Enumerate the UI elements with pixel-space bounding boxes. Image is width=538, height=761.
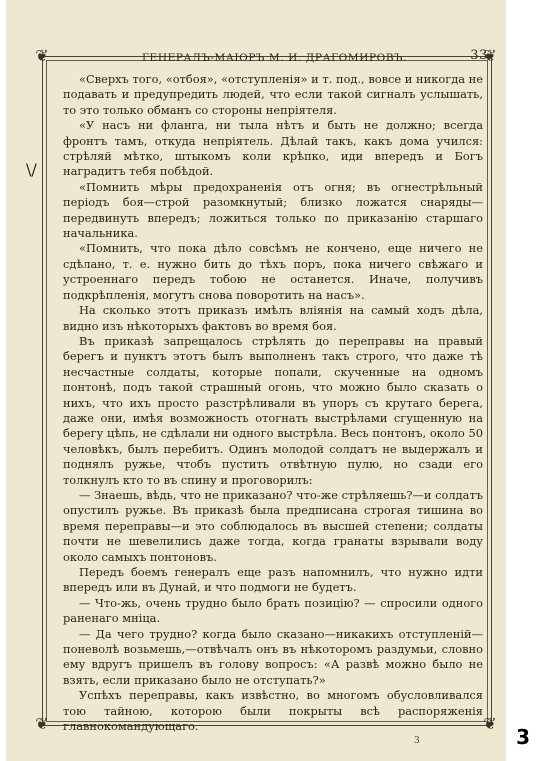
running-header bbox=[42, 46, 490, 66]
paragraph: — Да чего трудно? когда было сказано—никакихъ отступленій—поневолѣ возьмешь,—отвѣчалъ онъ въ нѣкоторомъ раздумьи, словно ему вдругъ пришелъ въ голову вопросъ: «А развѣ можно было не взять, если приказано было не отступать?» bbox=[63, 626, 483, 687]
corner-ornament-icon: ❦ bbox=[483, 46, 497, 65]
corner-number: 3 bbox=[516, 725, 530, 749]
margin-checkmark-icon: \/ bbox=[26, 160, 37, 179]
signature-mark: 3 bbox=[414, 736, 420, 746]
paragraph: «У насъ ни фланга, ни тыла нѣтъ и быть не должно; всегда фронтъ тамъ, откуда непріятель. Дѣлай такъ, какъ дома учился: стрѣляй мѣтко, штыкомъ коли крѣпко, иди впередъ и Богъ наградитъ тебя побѣдой. bbox=[63, 118, 483, 179]
header-title: ГЕНЕРАЛЪ-МАІОРЪ М. И. ДРАГОМИРОВЪ. bbox=[142, 52, 408, 64]
page-number: 33 bbox=[470, 48, 488, 63]
paragraph: «Помнить, что пока дѣло совсѣмъ не кончено, еще ничего не сдѣлано, т. е. нужно бить до тѣхъ поръ, пока ничего свѣжаго и устроеннаго передъ тобою не останется. Иначе, получивъ подкрѣпленія, могутъ снова поворотить на насъ». bbox=[63, 241, 483, 302]
paragraph: На сколько этотъ приказъ имѣлъ вліянія на самый ходъ дѣла, видно изъ нѣкоторыхъ фактовъ во время боя. bbox=[63, 303, 483, 333]
paragraph: — Что-жь, очень трудно было брать позицію? — спросили одного раненаго мніца. bbox=[63, 595, 483, 626]
paragraph: Успѣхъ переправы, какъ извѣстно, во многомъ обусловливался тою тайною, которою были покрыты всѣ распоряженія главнокомандующаго. bbox=[63, 688, 483, 734]
book-page bbox=[6, 0, 506, 761]
paragraph: — Знаешь, вѣдь, что не приказано? что-же стрѣляешь?—и солдатъ опустилъ ружье. Въ приказѣ была предписана строгая тишина во время переправы—и это соблюдалось въ высшей степени; солдаты почти не шевелились даже тогда, когда гранаты взрывали воду около самыхъ понтоновъ. bbox=[63, 487, 483, 564]
paragraph: «Сверхъ того, «отбоя», «отступленія» и т. под., вовсе и никогда не подавать и предупредить людей, что если такой сигналъ услышать, то это только обманъ со стороны непріятеля. bbox=[63, 72, 483, 117]
corner-ornament-icon: ❦ bbox=[35, 714, 49, 733]
corner-ornament-icon: ❦ bbox=[483, 714, 497, 733]
corner-ornament-icon: ❦ bbox=[35, 46, 49, 65]
paragraph: «Помнить мѣры предохраненія отъ огня; въ огнестрѣльный періодъ боя—строй разомкнутый; близко ложатся снаряды—передвинуть впередъ; ложиться только по приказанію старшаго начальника. bbox=[63, 179, 483, 241]
paragraph: Передъ боемъ генералъ еще разъ напомнилъ, что нужно идти впередъ или въ Дунай, и что подмоги не будетъ. bbox=[63, 565, 483, 595]
paragraph: Въ приказѣ запрещалось стрѣлять до переправы на правый берегъ и пунктъ этотъ былъ выполненъ такъ строго, что даже тѣ несчастные солдаты, которые попали, скученные на одномъ понтонѣ, подъ такой страшный огонь, что можно было сказать о нихъ, что ихъ просто разстрѣливали въ упоръ съ крутаго берега, даже они, имѣя возможность отогнать выстрѣлами сгущенную на берегу цѣпь, не сдѣлали ни одного выстрѣла. Весь понтонъ, около 50 человѣкъ, былъ перебитъ. Одинъ молодой солдатъ не выдержалъ и поднялъ ружье, чтобъ пустить отвѣтную пулю, но сзади его толкнулъ кто то въ спину и проговорилъ: bbox=[63, 333, 483, 487]
body-text bbox=[63, 72, 483, 734]
